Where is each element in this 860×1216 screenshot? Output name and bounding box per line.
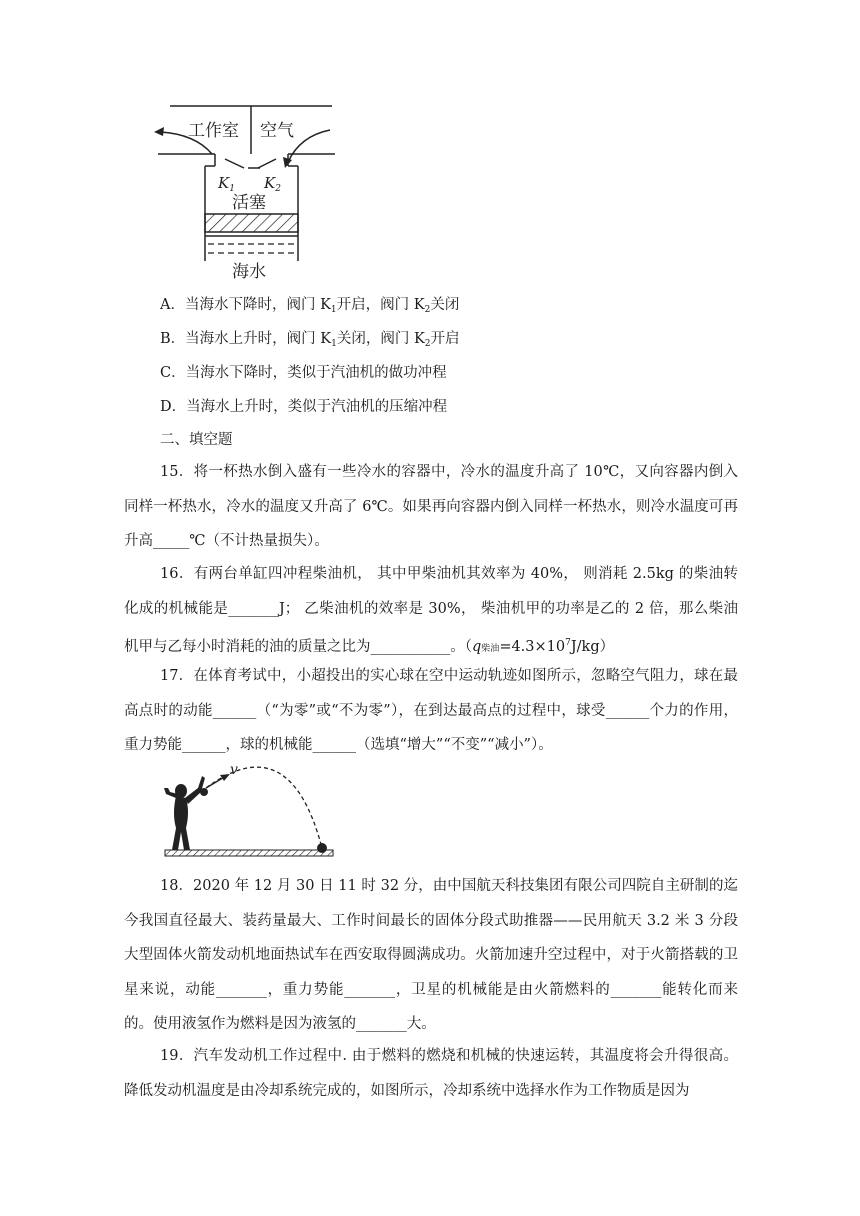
label-k1: $K_1$ [218,174,235,194]
question-18: 18．2020 年 12 月 30 日 11 时 32 分，由中国航天科技集团有限公司四院自主研制的迄今我国直径最大、装药量最大、工作时间最长的固体分段式助推器——民用航天 3.2 米 3 分段大型固体火箭发动机地面热试车在西安取得圆满成功。火箭加速升空过程中，对于火箭搭载的卫星来说，动能_______，重力势能_______，卫星的机械能是由火箭燃料的_______能转化而来的。使用液氢作为燃料是因为液氢的_______大。 [124,878,738,1032]
label-workroom: 工作室 [188,121,239,141]
ball-trajectory-figure [150,736,350,862]
label-air: 空气 [260,121,294,141]
velocity-label: v [230,762,238,778]
section-title: 二、填空题 [160,432,233,448]
option-c: C．当海水下降时，类似于汽油机的做功冲程 [160,365,447,381]
option-a: A．当海水下降时，阀门 $K_1$开启，阀门 $K_2$关闭 [160,297,460,315]
question-17: 17．在体育考试中，小超投出的实心球在空中运动轨迹如图所示，忽略空气阻力，球在最高点时的动能______（“为零”或“不为零”），在到达最高点的过程中，球受______个力的作用，重力势能______，球的机械能______（选填“增大”“不变”“减小”）。 [124,668,738,753]
ball-release [200,788,208,796]
label-piston: 活塞 [232,193,266,213]
label-k2: $K_2$ [264,174,281,194]
thrower-figure [164,776,205,850]
ball-landing [317,843,327,853]
piston-device-figure [140,96,350,286]
label-sea: 海水 [232,262,266,282]
question-15: 15．将一杯热水倒入盛有一些冷水的容器中，冷水的温度升高了 10℃，又向容器内倒入同样一杯热水，冷水的温度又升高了 6℃。如果再向容器内倒入同样一杯热水，则冷水温度可再升高_____℃（不计热量损失）。 [124,464,738,549]
piston-block [205,214,298,232]
question-19: 19．汽车发动机工作过程中. 由于燃料的燃烧和机械的快速运转，其温度将会升得很高。降低发动机温度是由冷却系统完成的，如图所示，冷却系统中选择水作为工作物质是因为 [124,1048,738,1099]
option-d: D．当海水上升时，类似于汽油机的压缩冲程 [160,399,448,415]
ground [165,850,333,856]
option-b: B．当海水上升时，阀门 $K_1$关闭，阀门 $K_2$开启 [160,331,460,349]
question-16: 16．有两台单缸四冲程柴油机， 其中甲柴油机其效率为 40%， 则消耗 2.5kg 的柴油转化成的机械能是_______J； 乙柴油机的效率是 30%， 柴油机甲的功率是乙的 2 倍，那么柴油机甲与乙每小时消耗的油的质量之比为___________。（q柴油$=4.3\times 10^7J/kg$） [124,566,738,655]
